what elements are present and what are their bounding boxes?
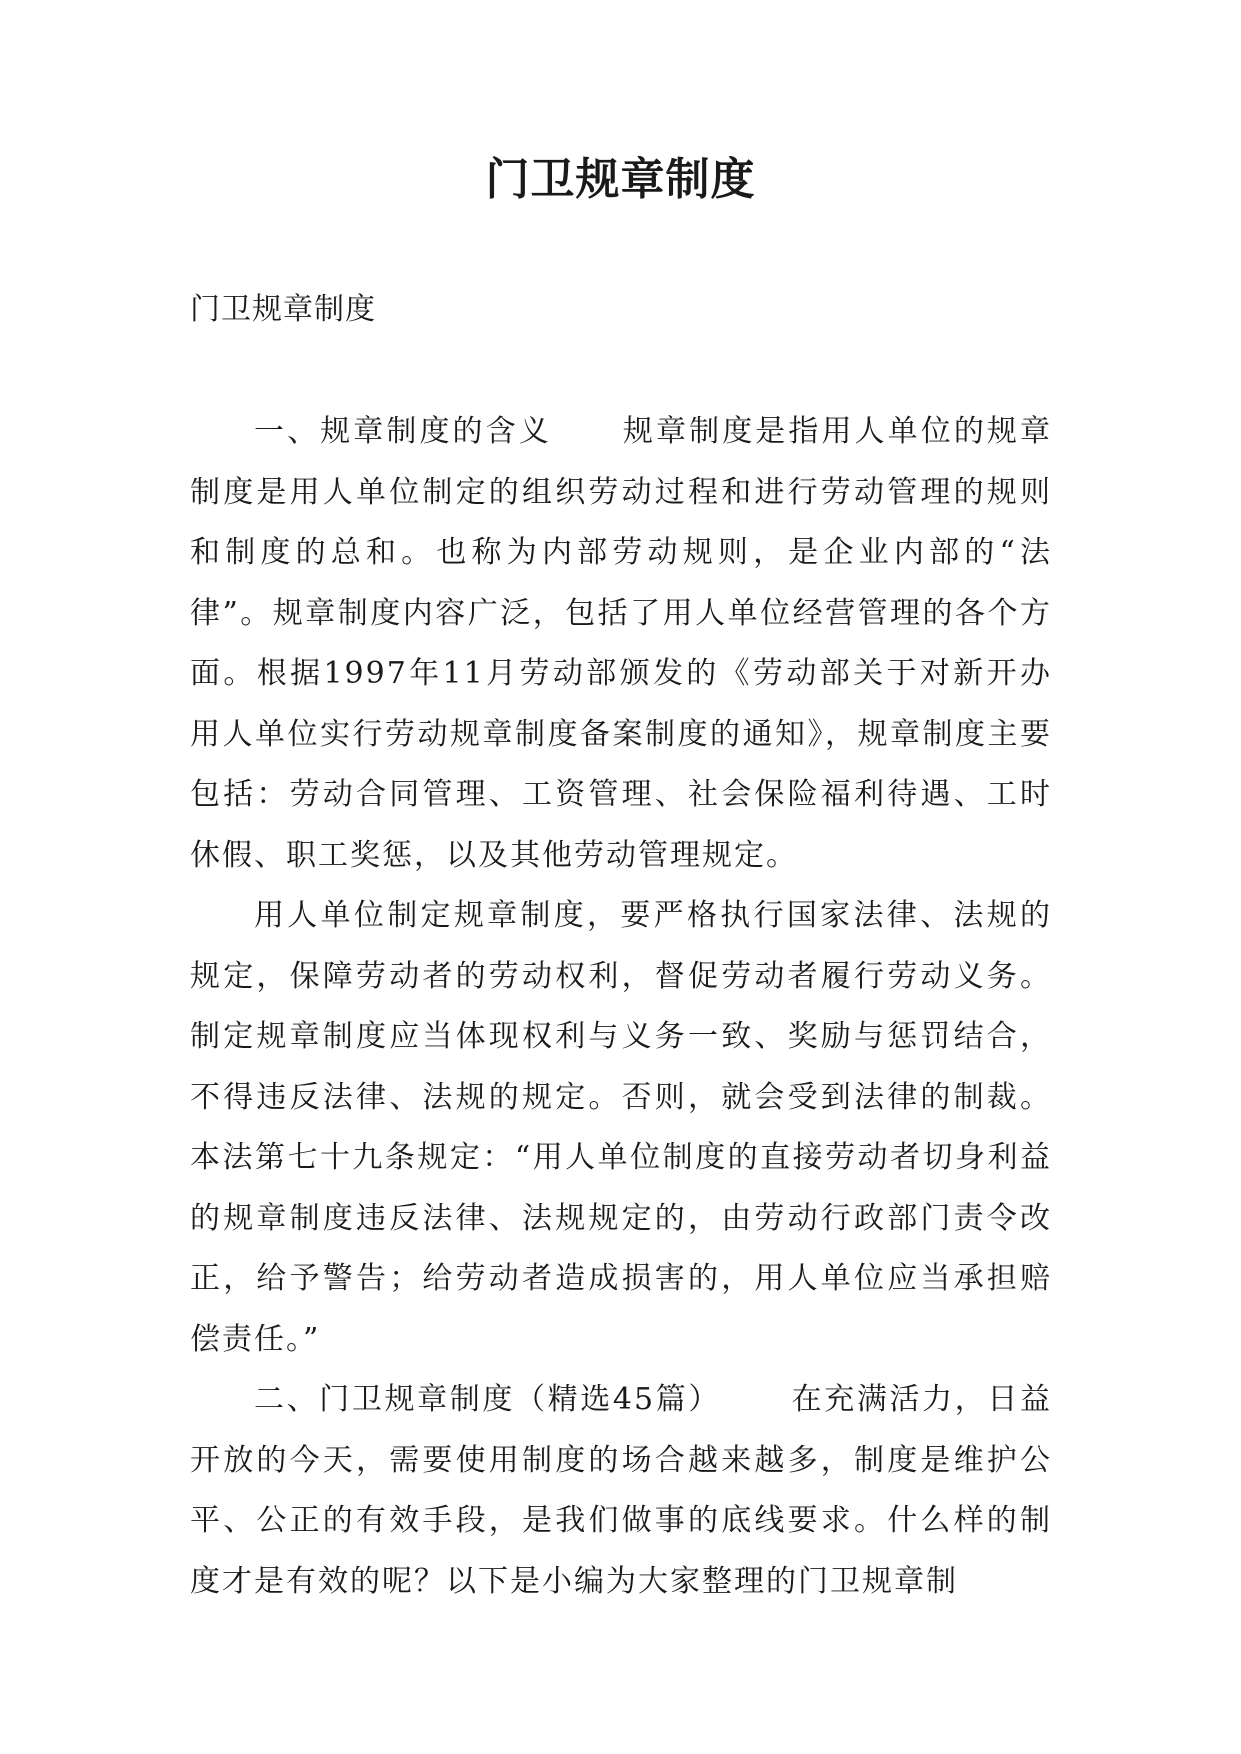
- section-heading-2: 二、门卫规章制度（精选45篇）: [254, 1382, 721, 1417]
- paragraph-3: [190, 1370, 1052, 1612]
- document-title: 门卫规章制度: [485, 154, 756, 205]
- paragraph-3-text: 在充满活力，日益开放的今天，需要使用制度的场合越来越多，制度是维护公平、公正的有效手段，是我们做事的底线要求。什么样的制度才是有效的呢？以下是小编为大家整理的门卫规章制: [190, 1382, 1052, 1599]
- paragraph-1: [190, 402, 1052, 886]
- section-heading-1: 一、规章制度的含义: [254, 414, 552, 449]
- paragraph-1-text: 规章制度是指用人单位的规章制度是用人单位制定的组织劳动过程和进行劳动管理的规则和制度的总和。也称为内部劳动规则，是企业内部的“法律”。规章制度内容广泛，包括了用人单位经营管理的各个方面。根据1997年11月劳动部颁发的《劳动部关于对新开办用人单位实行劳动规章制度备案制度的通知》，规章制度主要包括：劳动合同管理、工资管理、社会保险福利待遇、工时休假、职工奖惩，以及其他劳动管理规定。: [190, 414, 1053, 873]
- document-body: [190, 402, 1052, 1612]
- paragraph-2-text: 用人单位制定规章制度，要严格执行国家法律、法规的规定，保障劳动者的劳动权利，督促劳动者履行劳动义务。制定规章制度应当体现权利与义务一致、奖励与惩罚结合，不得违反法律、法规的规定。否则，就会受到法律的制裁。本法第七十九条规定：“用人单位制度的直接劳动者切身利益的规章制度违反法律、法规规定的，由劳动行政部门责令改正，给予警告；给劳动者造成损害的，用人单位应当承担赔偿责任。”: [190, 898, 1052, 1357]
- document-subtitle: 门卫规章制度: [190, 292, 376, 327]
- paragraph-2: [190, 886, 1052, 1370]
